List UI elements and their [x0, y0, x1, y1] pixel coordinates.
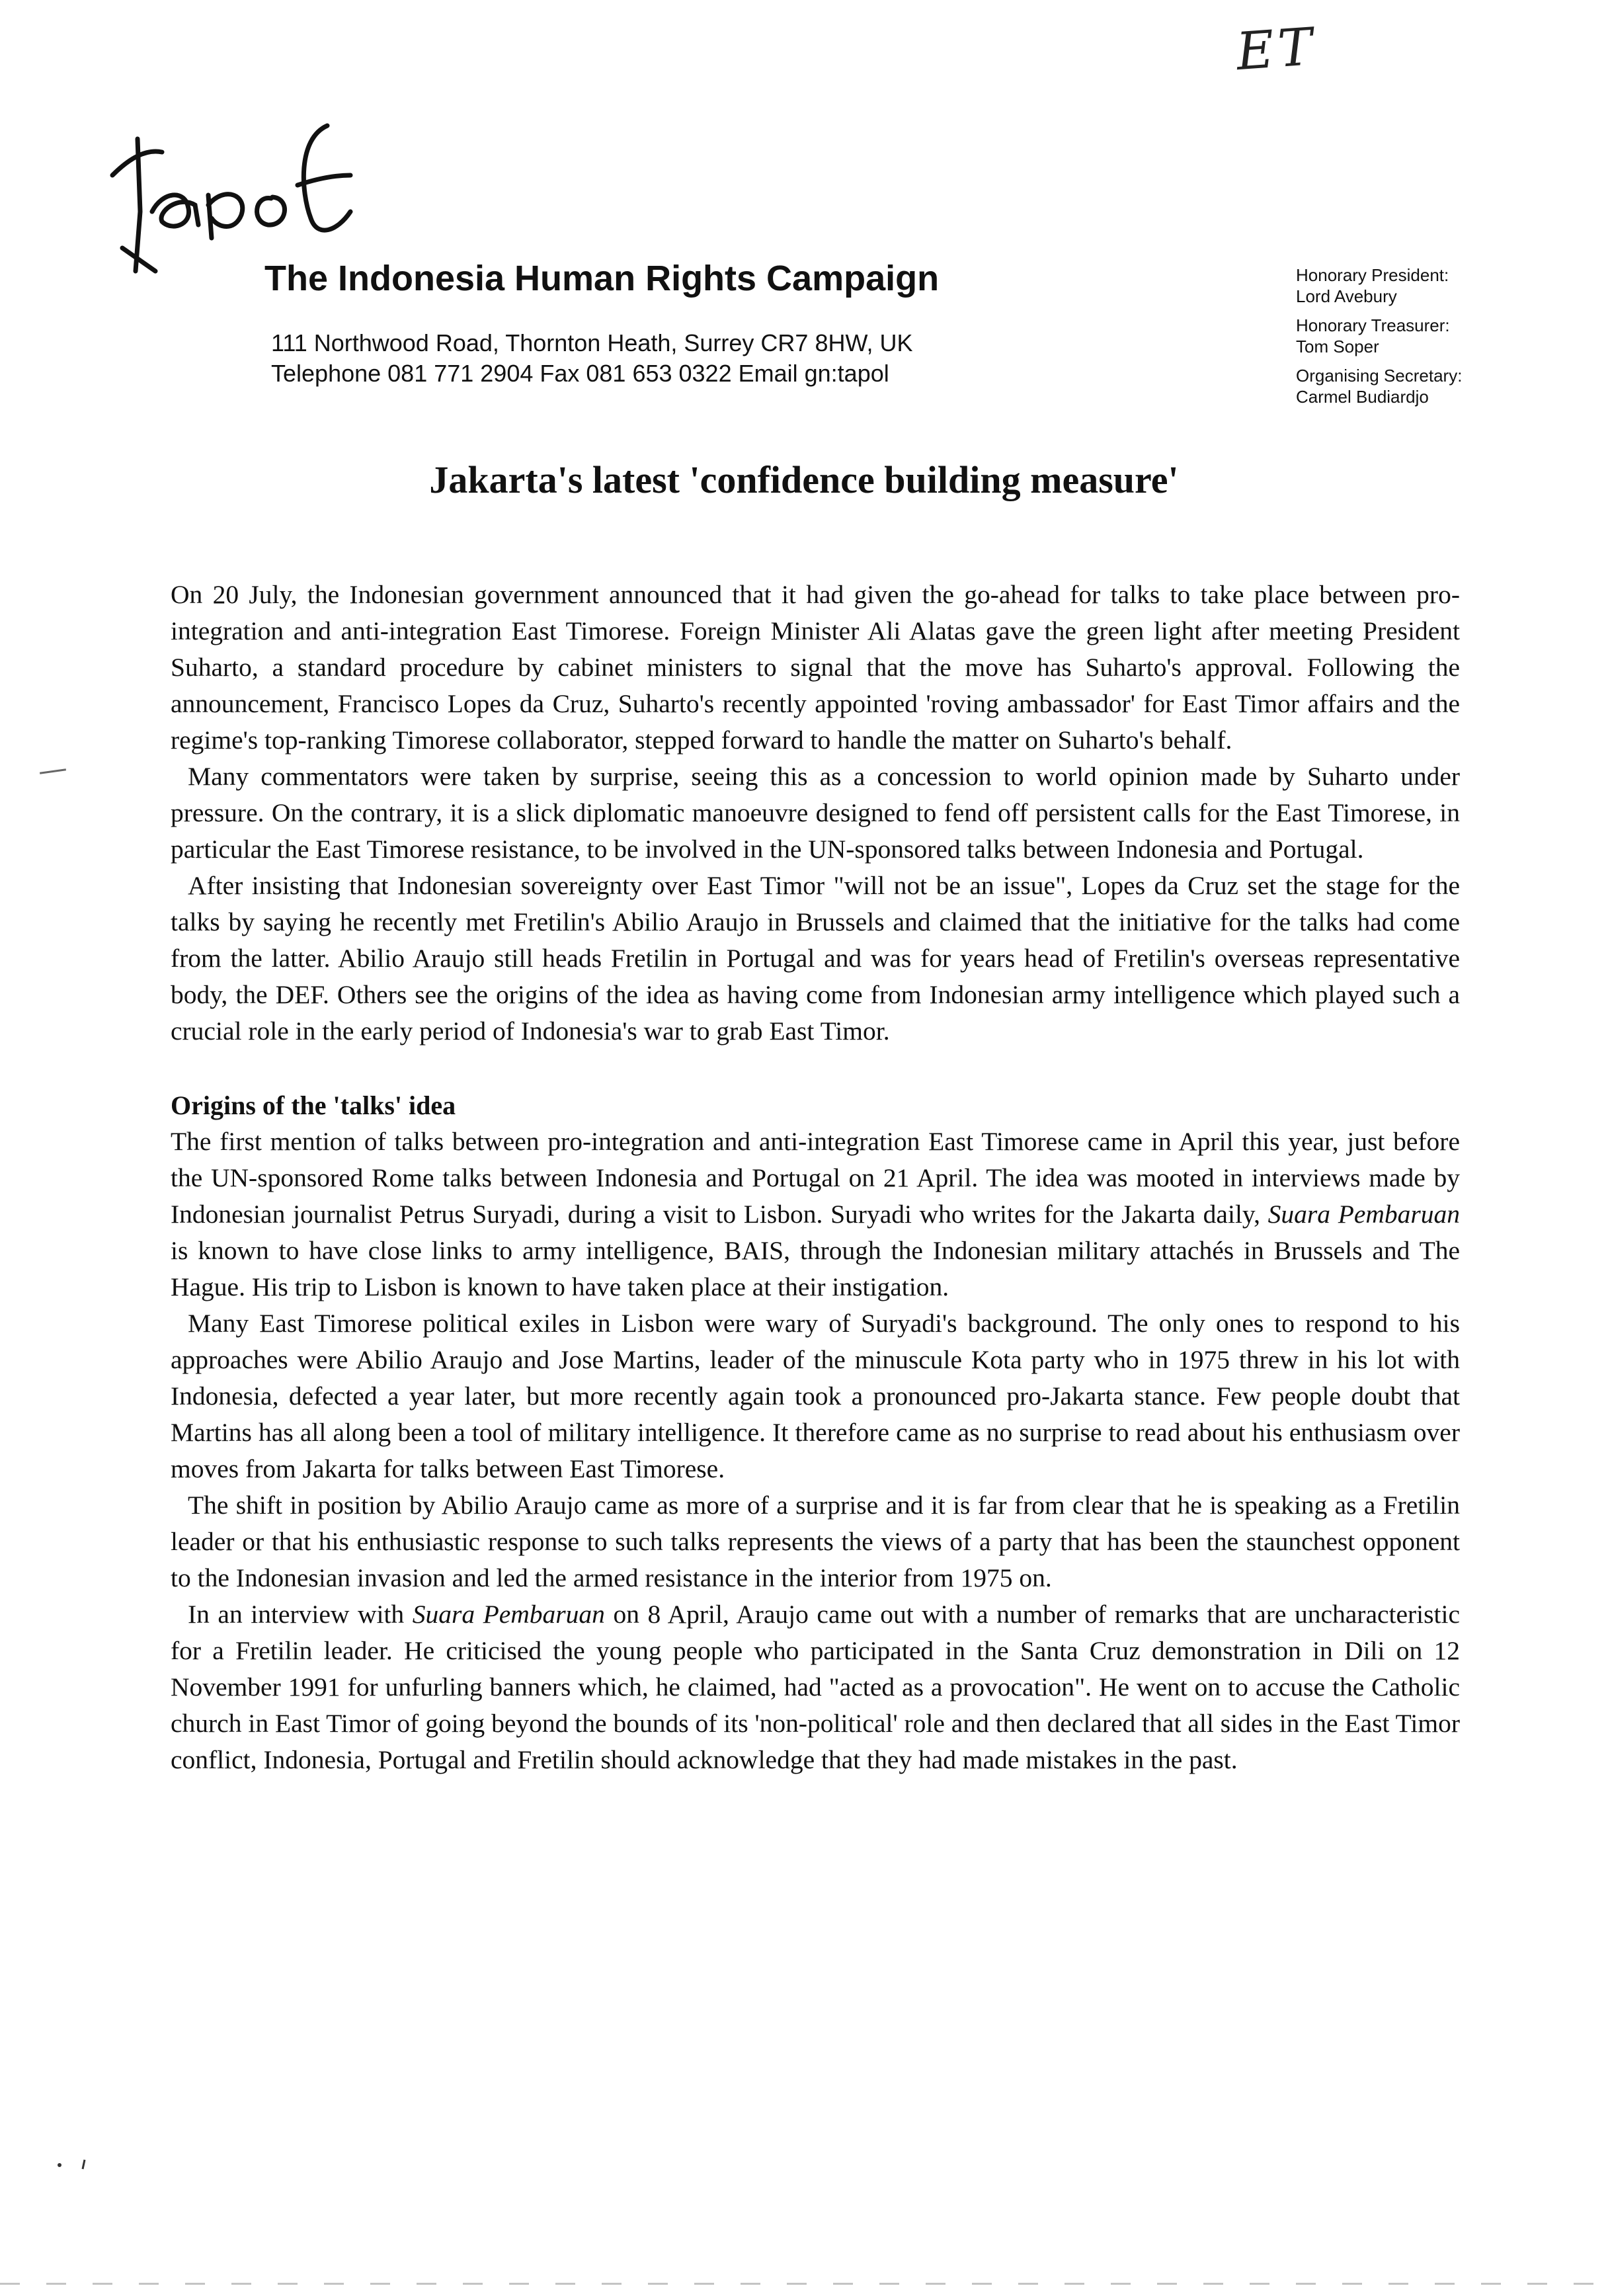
phone-fax-email: Telephone 081 771 2904 Fax 081 653 0322 Email gn:tapol [271, 360, 889, 387]
text-run: The first mention of talks between pro-integration and anti-integration East Timorese came in April this year, just before the UN-sponsored Rome talks between Indonesia and Portugal on 21 April. The idea was mooted in interviews made by Indonesian journalist Petrus Suryadi, during a visit to Lisbon. Suryadi who writes for the Jakarta daily, [171, 1127, 1460, 1229]
officer-name: Tom Soper [1296, 337, 1379, 356]
officers-list [1296, 265, 1462, 415]
officer-name: Lord Avebury [1296, 286, 1397, 306]
text-run: is known to have close links to army intelligence, BAIS, through the Indonesian military attachés in Brussels and The Hague. His trip to Lisbon is known to have taken place at their instigation. [171, 1236, 1460, 1301]
handwritten-annotation: ET [1234, 17, 1318, 83]
paragraph: The shift in position by Abilio Araujo came as more of a surprise and it is far from clear that he is speaking as a Fretilin leader or that his enthusiastic response to such talks represents the views of a party that has been the staunchest opponent to the Indonesian invasion and led the armed resistance in the interior from 1975 on. [171, 1491, 1460, 1592]
contact-block [271, 328, 912, 389]
scan-edge-line [0, 2283, 1608, 2285]
publication-name: Suara Pembaruan [412, 1600, 605, 1629]
officer-role: Honorary Treasurer: [1296, 315, 1450, 335]
margin-mark [40, 768, 66, 774]
article-body [171, 577, 1460, 1778]
officer-role: Honorary President: [1296, 265, 1449, 285]
officer-role: Organising Secretary: [1296, 366, 1463, 386]
text-run: on 8 April, Araujo came out with a number of remarks that are uncharacteristic for a Fretilin leader. He criticised the young people who participated in the Santa Cruz demonstration in Dili on 12 November 1991 for unfurling banners which, he claimed, had "acted as a provocation". He went on to accuse the Catholic church in East Timor of going beyond the bounds of its 'non-political' role and then declared that all sides in the East Timor conflict, Indonesia, Portugal and Fretilin should acknowledge that they had made mistakes in the past. [171, 1600, 1460, 1774]
paragraph: Many commentators were taken by surprise, seeing this as a concession to world opinion made by Suharto under pressure. On the contrary, it is a slick diplomatic manoeuvre designed to fend off persistent calls for the East Timorese, in particular the East Timorese resistance, to be involved in the UN-sponsored talks between Indonesia and Portugal. [171, 762, 1460, 864]
paragraph: On 20 July, the Indonesian government announced that it had given the go-ahead for talks to take place between pro-integration and anti-integration East Timorese. Foreign Minister Ali Alatas gave the green light after meeting President Suharto, a standard procedure by cabinet ministers to signal that the move has Suharto's approval. Following the announcement, Francisco Lopes da Cruz, Suharto's recently appointed 'roving ambassador' for East Timor affairs and the regime's top-ranking Timorese collaborator, stepped forward to handle the matter on Suharto's behalf. [171, 580, 1460, 755]
org-name: The Indonesia Human Rights Campaign [264, 259, 940, 298]
paragraph: After insisting that Indonesian sovereignty over East Timor "will not be an issue", Lopes da Cruz set the stage for the talks by saying he recently met Fretilin's Abilio Araujo in Brussels and claimed that the initiative for the talks had come from the latter. Abilio Araujo still heads Fretilin in Portugal and was for years head of Fretilin's overseas representative body, the DEF. Others see the origins of the idea as having come from Indonesian army intelligence which played such a crucial role in the early period of Indonesia's war to grab East Timor. [171, 871, 1460, 1046]
article-title: Jakarta's latest 'confidence building measure' [429, 458, 1179, 501]
paragraph: Many East Timorese political exiles in Lisbon were wary of Suryadi's background. The only ones to respond to his approaches were Abilio Araujo and Jose Martins, leader of the minuscule Kota party who in 1975 threw in his lot with Indonesia, defected a year later, but more recently again took a pronounced pro-Jakarta stance. Few people doubt that Martins has all along been a tool of military intelligence. It therefore came as no surprise to read about his enthusiasm over moves from Jakarta for talks between East Timorese. [171, 1309, 1460, 1483]
text-run: In an interview with [188, 1600, 413, 1629]
officer-name: Carmel Budiardjo [1296, 387, 1429, 407]
officer-secretary [1296, 365, 1462, 407]
scan-mark [53, 2157, 93, 2170]
postal-address: 111 Northwood Road, Thornton Heath, Surrey CR7 8HW, UK [271, 329, 913, 356]
paragraph [171, 1124, 1460, 1305]
paragraph [171, 1596, 1460, 1778]
officer-president [1296, 265, 1462, 307]
section-heading: Origins of the 'talks' idea [171, 1090, 456, 1120]
publication-name: Suara Pembaruan [1267, 1200, 1461, 1229]
officer-treasurer [1296, 315, 1462, 357]
